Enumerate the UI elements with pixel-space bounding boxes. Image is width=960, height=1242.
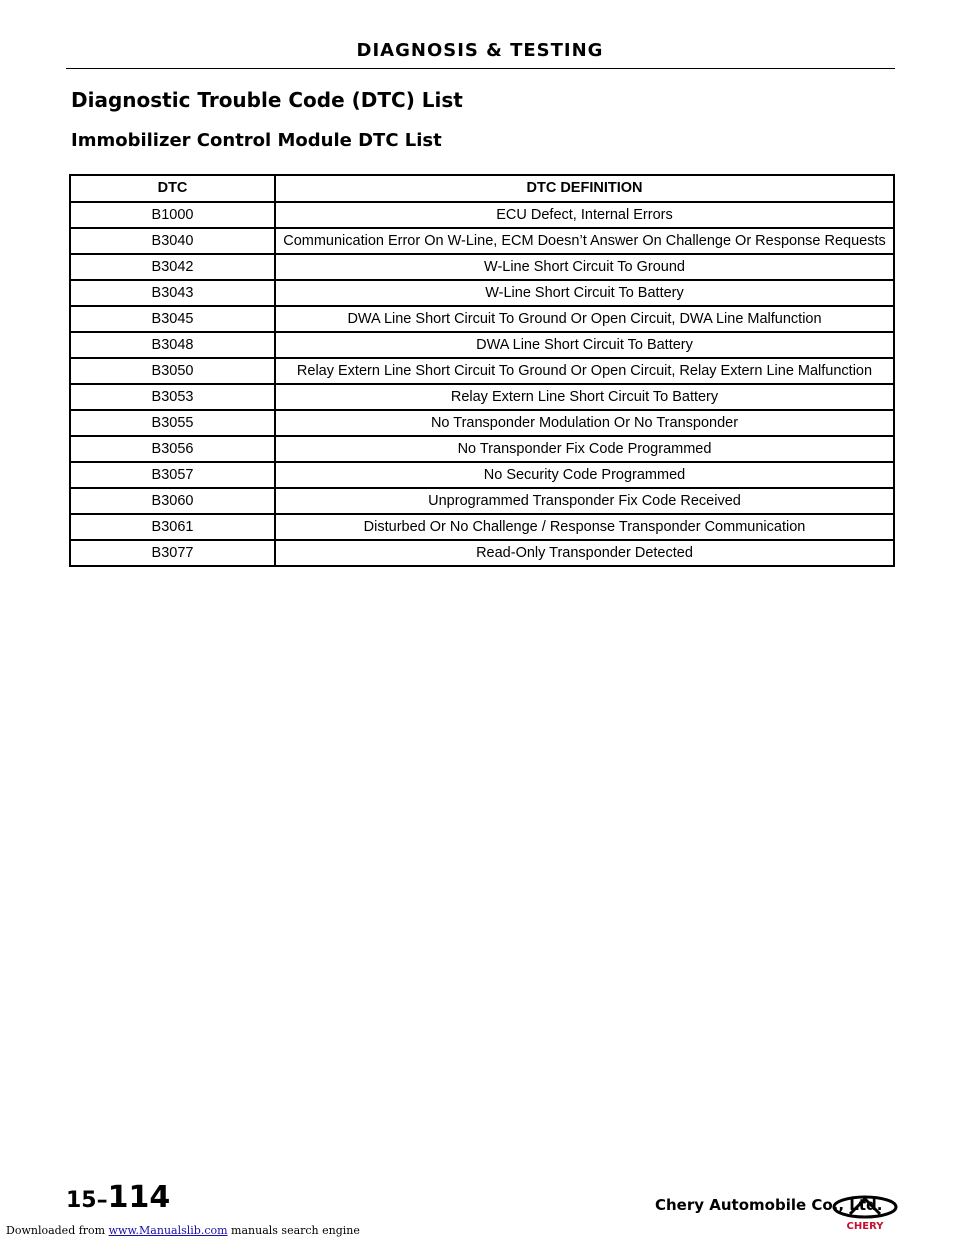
dtc-code: B3060 [70,488,275,514]
dtc-code: B3077 [70,540,275,566]
dtc-code: B3042 [70,254,275,280]
chery-logo-icon [830,1195,900,1231]
table-row [70,332,894,358]
dtc-definition: No Transponder Fix Code Programmed [275,436,894,462]
table-row [70,280,894,306]
table-row [70,306,894,332]
dtc-definition: Relay Extern Line Short Circuit To Battery [275,384,894,410]
section-number: 15– [66,1188,108,1213]
dtc-code: B3053 [70,384,275,410]
dtc-definition: DWA Line Short Circuit To Battery [275,332,894,358]
dtc-code: B3043 [70,280,275,306]
dtc-code: B3050 [70,358,275,384]
table-row [70,202,894,228]
manualslib-link[interactable]: www.Manualslib.com [108,1224,228,1237]
column-header-definition: DTC DEFINITION [275,175,894,202]
dtc-definition: Unprogrammed Transponder Fix Code Received [275,488,894,514]
table-row [70,254,894,280]
page-number-value: 114 [107,1180,171,1215]
section-title: Immobilizer Control Module DTC List [71,130,442,151]
dtc-definition: No Security Code Programmed [275,462,894,488]
dtc-definition: Disturbed Or No Challenge / Response Transponder Communication [275,514,894,540]
header-divider [66,68,895,69]
table-header-row [70,175,894,202]
dtc-code: B3048 [70,332,275,358]
dtc-definition: W-Line Short Circuit To Battery [275,280,894,306]
table-row [70,410,894,436]
table-row [70,384,894,410]
column-header-dtc: DTC [70,175,275,202]
logo-text: CHERY [846,1221,884,1231]
dtc-definition: Read-Only Transponder Detected [275,540,894,566]
dtc-code: B3057 [70,462,275,488]
company-name: Chery Automobile Co., Ltd. [655,1196,883,1214]
table-row [70,358,894,384]
table-row [70,436,894,462]
table-row [70,514,894,540]
dtc-code: B3040 [70,228,275,254]
dtc-definition: DWA Line Short Circuit To Ground Or Open Circuit, DWA Line Malfunction [275,306,894,332]
table-row [70,488,894,514]
dtc-definition: Relay Extern Line Short Circuit To Ground Or Open Circuit, Relay Extern Line Malfunction [275,358,894,384]
dtc-code: B3061 [70,514,275,540]
dtc-definition: Communication Error On W-Line, ECM Doesn’t Answer On Challenge Or Response Requests [275,228,894,254]
dtc-code: B3056 [70,436,275,462]
dtc-definition: ECU Defect, Internal Errors [275,202,894,228]
download-note [6,1224,360,1237]
dtc-code: B3045 [70,306,275,332]
table-row [70,228,894,254]
header-title: DIAGNOSIS & TESTING [356,40,604,61]
dtc-definition: No Transponder Modulation Or No Transponder [275,410,894,436]
dtc-table [69,174,895,567]
dtc-code: B1000 [70,202,275,228]
document-title: Diagnostic Trouble Code (DTC) List [71,88,463,112]
download-note-suffix: manuals search engine [227,1224,360,1237]
dtc-definition: W-Line Short Circuit To Ground [275,254,894,280]
page-number [66,1180,170,1215]
download-note-prefix: Downloaded from [6,1224,109,1237]
dtc-code: B3055 [70,410,275,436]
table-row [70,462,894,488]
table-row [70,540,894,566]
